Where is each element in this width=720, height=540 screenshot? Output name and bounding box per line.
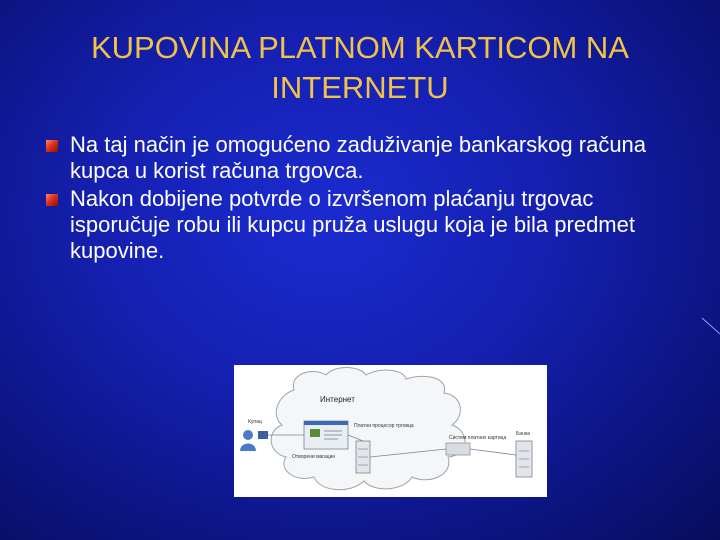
bullet-text: Nakon dobijene potvrde o izvršenom plaćanju trgovac isporučuje robu ili kupcu pruža uslugu koja je bila predmet kupovine.: [70, 186, 635, 263]
buyer-icon: [240, 430, 268, 451]
decorative-line: [700, 300, 720, 340]
bullet-square-icon: [46, 194, 58, 206]
payment-diagram: [234, 365, 547, 497]
bullet-list: [46, 132, 656, 266]
store-label: Отворени магацин: [292, 454, 336, 460]
bullet-item: [46, 186, 656, 264]
bank-server-icon: [516, 441, 532, 477]
bank-label: Банка: [516, 431, 530, 437]
processor-label: Платни процесор трговца: [354, 423, 414, 429]
bullet-item: [46, 132, 656, 184]
bullet-text: Na taj način je omogućeno zaduživanje bankarskog računa kupca u korist računa trgovca.: [70, 132, 647, 183]
processor-server-icon: [356, 441, 370, 473]
buyer-label: Купац: [248, 419, 262, 425]
store-window-icon: [304, 421, 348, 449]
card-system-icon: [446, 443, 470, 455]
bullet-square-icon: [46, 140, 58, 152]
card-system-label: Систем платних картица: [449, 435, 507, 441]
slide-title: KUPOVINA PLATNOM KARTICOM NA INTERNETU: [90, 30, 629, 105]
cloud-label: Интернет: [320, 395, 355, 404]
